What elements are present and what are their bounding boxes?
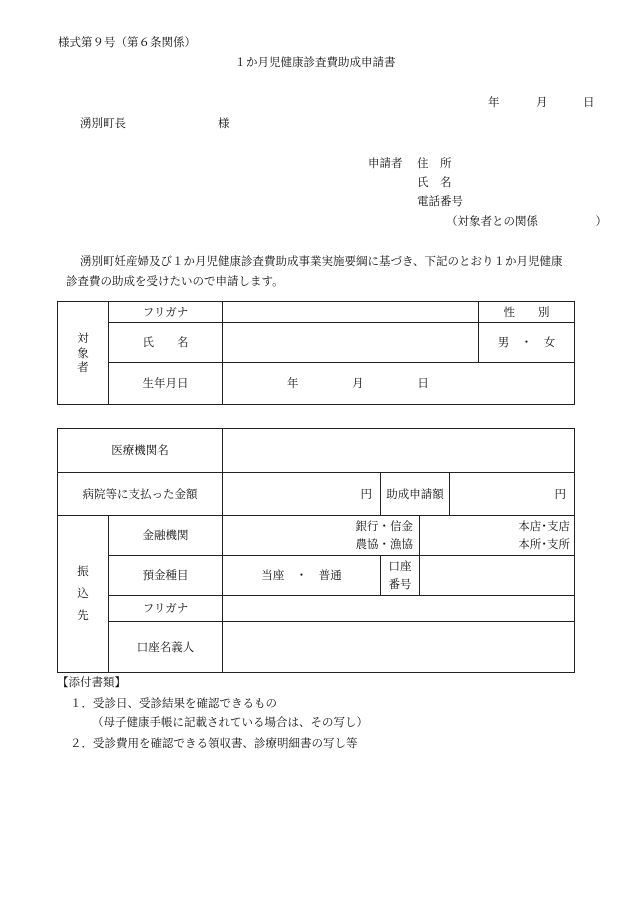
- birth-year-label: 年: [287, 376, 299, 391]
- subject-sex-options[interactable]: 男 ・ 女: [479, 323, 575, 363]
- institution-field[interactable]: [223, 429, 575, 473]
- birth-day-label: 日: [417, 376, 429, 391]
- subject-name-field[interactable]: [223, 323, 479, 363]
- body-text-line1: 湧別町妊産婦及び１か月児健康診査費助成事業実施要綱に基づき、下記のとおり１か月児健康: [80, 254, 563, 268]
- subject-name-label: 氏 名: [109, 323, 223, 363]
- subject-furigana-label: フリガナ: [109, 302, 223, 323]
- paid-amount-label: 病院等に支払った金額: [58, 473, 223, 516]
- attachments-header: 【添付書類】: [57, 675, 126, 689]
- branch-field[interactable]: [420, 516, 575, 556]
- apply-amount-yen: 円: [554, 486, 566, 501]
- subject-birthdate-field[interactable]: [223, 363, 575, 405]
- account-number-label: 口座 番号: [381, 556, 420, 596]
- account-number-field[interactable]: [420, 556, 575, 596]
- attachment-item-2: ２．受診費用を確認できる領収書、診療明細書の写し等: [70, 736, 358, 750]
- bank-types-field[interactable]: [223, 516, 420, 556]
- paid-amount-field[interactable]: [223, 473, 381, 516]
- apply-amount-label: 助成申請額: [381, 473, 450, 516]
- branch-line1: 本店･支店: [518, 518, 570, 533]
- page-title: １か月児健康診査費助成申請書: [234, 55, 396, 69]
- apply-amount-field[interactable]: [450, 473, 575, 516]
- attachment-item-1: １．受診日、受診結果を確認できるもの: [70, 696, 277, 710]
- transfer-group-label: 振 込 先: [58, 516, 109, 673]
- addressee-name: 湧別町長: [80, 116, 126, 130]
- subject-sex-label: 性 別: [479, 302, 575, 323]
- account-holder-field[interactable]: [223, 622, 575, 673]
- paid-amount-yen: 円: [360, 486, 372, 501]
- subject-group-label: 対 象 者: [58, 302, 109, 405]
- institution-label: 医療機関名: [58, 429, 223, 473]
- date-year-label: 年: [488, 95, 500, 109]
- applicant-relation-label: （対象者との関係 ）: [446, 214, 607, 228]
- form-number: 様式第９号（第６条関係）: [58, 35, 196, 49]
- applicant-name-label: 氏 名: [417, 175, 452, 189]
- bank-types-line2: 農協・漁協: [355, 536, 413, 551]
- account-furigana-label: フリガナ: [109, 596, 223, 622]
- payment-table: [57, 428, 575, 673]
- subject-table: [57, 301, 575, 405]
- addressee-honorific: 様: [218, 116, 230, 130]
- bank-label: 金融機関: [109, 516, 223, 556]
- applicant-phone-label: 電話番号: [417, 194, 463, 208]
- branch-line2: 本所･支所: [518, 536, 570, 551]
- attachment-item-1-note: （母子健康手帳に記載されている場合は、その写し）: [92, 715, 368, 729]
- subject-birthdate-label: 生年月日: [109, 363, 223, 405]
- body-text-line2: 診査費の助成を受けたいので申請します。: [66, 274, 284, 288]
- applicant-address-label: 住 所: [417, 156, 452, 170]
- date-month-label: 月: [536, 95, 548, 109]
- deposit-type-label: 預金種目: [109, 556, 223, 596]
- subject-furigana-field[interactable]: [223, 302, 479, 323]
- account-furigana-field[interactable]: [223, 596, 575, 622]
- deposit-type-options[interactable]: 当座 ・ 普通: [223, 556, 381, 596]
- birth-month-label: 月: [352, 376, 364, 391]
- date-day-label: 日: [583, 95, 595, 109]
- account-holder-label: 口座名義人: [109, 622, 223, 673]
- applicant-label: 申請者: [368, 156, 403, 170]
- bank-types-line1: 銀行・信金: [355, 518, 413, 533]
